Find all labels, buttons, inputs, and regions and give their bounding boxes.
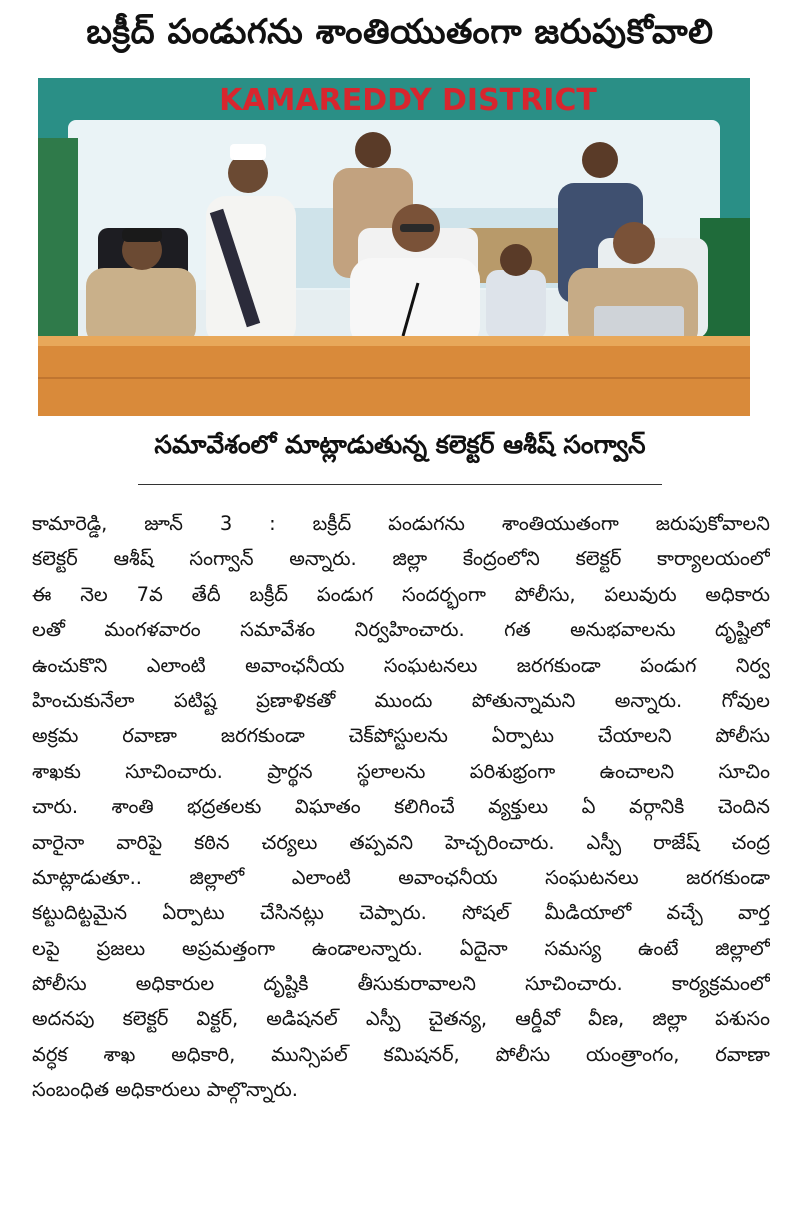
article-line: మాట్లాడుతూ.. జిల్లాలో ఎలాంటి అవాంఛనీయ సంఘటనలు జరగకుండా (32, 865, 770, 889)
article-line: కట్టుదిట్టమైన ఏర్పాటు చేసినట్లు చెప్పారు. సోషల్ మీడియాలో వచ్చే వార్త (32, 901, 770, 925)
photo-caption: సమావేశంలో మాట్లాడుతున్న కలెక్టర్ ఆశీష్ సంగ్వాన్ (154, 430, 646, 459)
news-photo (38, 78, 750, 416)
article-line: చారు. శాంతి భద్రతలకు విఘాతం కలిగించే వ్యక్తులు ఏ వర్గానికి చెందిన (32, 795, 770, 819)
article-line: సంబంధిత అధికారులు పాల్గొన్నారు. (32, 1078, 298, 1102)
article-line: పోలీసు అధికారుల దృష్టికి తీసుకురావాలని సూచించారు. కార్యక్రమంలో (32, 972, 770, 996)
article-line: వారైనా వారిపై కఠిన చర్యలు తప్పవని హెచ్చరించారు. ఎస్పీ రాజేష్ చంద్ర (32, 830, 770, 854)
article-line: హించుకునేలా పటిష్ట ప్రణాళికతో ముందు పోతున్నామని అన్నారు. గోవుల (32, 688, 770, 712)
article-line: అదనపు కలెక్టర్ విక్టర్, అడిషనల్ ఎస్పీ చైతన్య, ఆర్డీవో వీణ, జిల్లా పశుసం (32, 1007, 770, 1031)
article-line: ఈ నెల 7వ తేదీ బక్రీద్ పండుగ సందర్భంగా పోలీసు, పలువురు అధికారు (32, 582, 770, 606)
headline: బక్రీద్ పండుగను శాంతియుతంగా జరుపుకోవాలి (86, 12, 714, 52)
conference-table (38, 336, 750, 416)
article-body (32, 506, 770, 1108)
article-line: లతో మంగళవారం సమావేశం నిర్వహించారు. గత అనుభవాలను దృష్టిలో (32, 618, 770, 642)
article-line: కలెక్టర్ ఆశీష్ సంగ్వాన్ అన్నారు. జిల్లా కేంద్రంలోని కలెక్టర్ కార్యాలయంలో (32, 547, 770, 571)
article-line: అక్రమ రవాణా జరగకుండా చెక్‌పోస్టులను ఏర్పాటు చేయాలని పోలీసు (32, 724, 770, 748)
article-line: కామారెడ్డి, జూన్ 3 : బక్రీద్ పండుగను శాంతియుతంగా జరుపుకోవాలని (32, 512, 770, 535)
article-line: లపై ప్రజలు అప్రమత్తంగా ఉండాలన్నారు. ఏదైనా సమస్య ఉంటే జిల్లాలో (32, 936, 770, 960)
caption-divider (138, 484, 662, 485)
article-line: శాఖకు సూచించారు. ప్రార్థన స్థలాలను పరిశుభ్రంగా ఉంచాలని సూచిం (32, 759, 770, 783)
banner-text: KAMAREDDY DISTRICT (219, 83, 597, 118)
article-line: ఉంచుకొని ఎలాంటి అవాంఛనీయ సంఘటనలు జరగకుండా పండుగ నిర్వ (32, 653, 770, 677)
article-line: వర్ధక శాఖ అధికారి, మున్సిపల్ కమిషనర్, పోలీసు యంత్రాంగం, రవాణా (32, 1042, 770, 1066)
